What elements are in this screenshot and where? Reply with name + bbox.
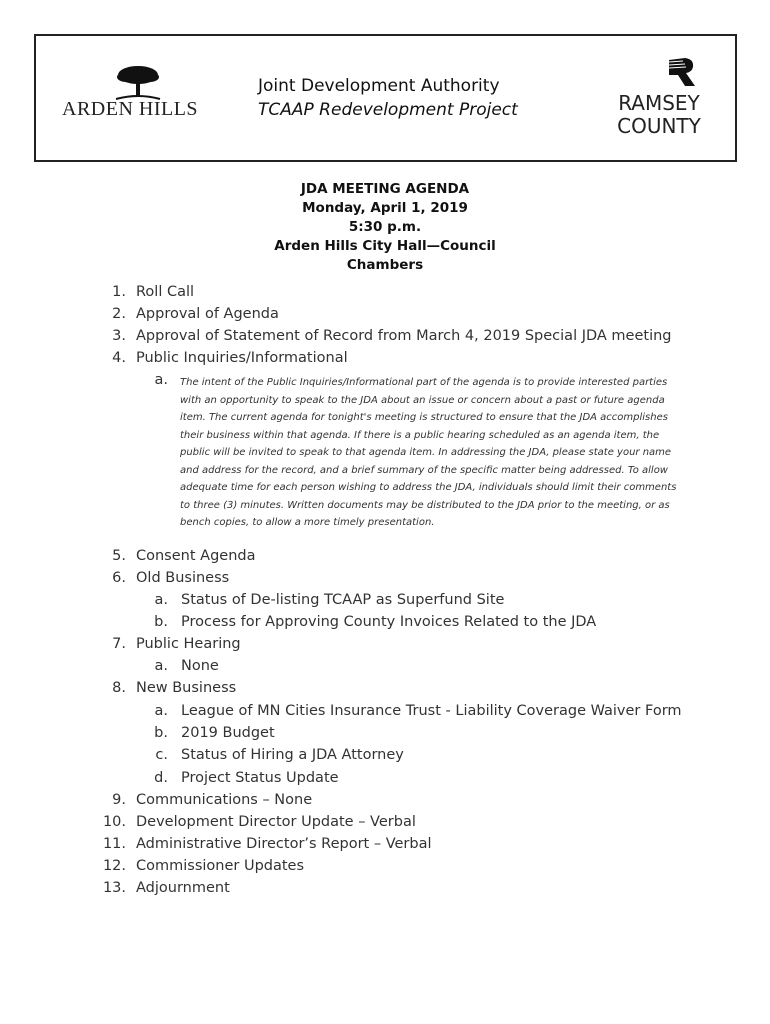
header-box xyxy=(34,34,737,162)
subitem-text: None xyxy=(181,658,219,674)
subitem-letter: b. xyxy=(154,614,168,630)
agenda-location: Arden Hills City Hall—Council Chambers xyxy=(274,238,496,273)
subitem-text: Status of Hiring a JDA Attorney xyxy=(181,747,404,763)
ramsey-logo-line2: COUNTY xyxy=(617,114,701,138)
item-text: Public Hearing xyxy=(136,636,241,652)
item-text: Consent Agenda xyxy=(136,548,256,564)
subitem-text: League of MN Cities Insurance Trust - Liability Coverage Waiver Form xyxy=(181,703,682,719)
item-number: 1. xyxy=(112,284,126,300)
tree-icon xyxy=(112,62,164,102)
item-number: 3. xyxy=(112,328,126,344)
subitem-text: Status of De-listing TCAAP as Superfund Site xyxy=(181,592,505,608)
item-number: 6. xyxy=(112,570,126,586)
item-number: 12. xyxy=(102,858,126,874)
item-text: Communications – None xyxy=(136,792,313,808)
subitem-letter: c. xyxy=(155,747,168,763)
item-text: Adjournment xyxy=(136,880,230,896)
item-text: Administrative Director’s Report – Verbal xyxy=(136,836,432,852)
item-text: Approval of Statement of Record from March 4, 2019 Special JDA meeting xyxy=(136,328,672,344)
header-titles xyxy=(258,76,518,120)
arden-hills-logo xyxy=(58,62,218,132)
item-text: Commissioner Updates xyxy=(136,858,305,874)
item-number: 11. xyxy=(102,836,126,852)
item-number: 9. xyxy=(112,792,126,808)
item-text: Old Business xyxy=(136,570,230,586)
item-text: Approval of Agenda xyxy=(136,306,279,322)
item-number: 8. xyxy=(112,680,126,696)
subitem-letter: a. xyxy=(154,703,168,719)
subitem-text: 2019 Budget xyxy=(181,725,275,741)
item-number: 2. xyxy=(112,306,126,322)
item-number: 10. xyxy=(102,814,126,830)
subitem-letter: d. xyxy=(154,770,168,786)
subitem-text: Process for Approving County Invoices Related to the JDA xyxy=(181,614,597,630)
header-subtitle: TCAAP Redevelopment Project xyxy=(258,100,518,120)
agenda-date: Monday, April 1, 2019 xyxy=(302,200,468,216)
ramsey-logo-line1: RAMSEY xyxy=(618,91,700,115)
agenda-heading xyxy=(0,180,770,275)
item-number: 13. xyxy=(102,880,126,896)
arden-hills-logo-text: ARDEN HILLS xyxy=(62,98,199,120)
header-title: Joint Development Authority xyxy=(258,76,500,96)
ramsey-county-logo xyxy=(603,56,713,146)
item-text: Development Director Update – Verbal xyxy=(136,814,416,830)
subitem-letter: b. xyxy=(154,725,168,741)
item-number: 5. xyxy=(112,548,126,564)
ramsey-county-logo-text xyxy=(609,92,709,138)
public-inquiries-note: The intent of the Public Inquiries/Informational part of the agenda is to provide interested parties with an opportunity to speak to the JDA about an issue or concern about a past or future agenda item. The current agenda for tonight's meeting is structured to ensure that the JDA accomplishes their business within that agenda. If there is a public hearing scheduled as an agenda item, the public will be invited to speak to that agenda item. In addressing the JDA, please state your name and address for the record, and a brief summary of the specific matter being addressed. To allow adequate time for each person wishing to address the JDA, individuals should limit their comments to three (3) minutes. Written documents may be distributed to the JDA prior to the meeting, or as bench copies, to allow a more timely presentation. xyxy=(180,377,677,528)
agenda-title: JDA MEETING AGENDA xyxy=(300,181,470,197)
item-text: Public Inquiries/Informational xyxy=(136,350,348,366)
item-number: 7. xyxy=(112,636,126,652)
subitem-letter: a. xyxy=(154,592,168,608)
subitem-text: Project Status Update xyxy=(181,770,339,786)
item-text: Roll Call xyxy=(136,284,195,300)
subitem-letter: a. xyxy=(154,658,168,674)
item-text: New Business xyxy=(136,680,237,696)
ramsey-r-icon xyxy=(667,56,697,88)
subitem-letter: a. xyxy=(154,372,168,388)
agenda-time: 5:30 p.m. xyxy=(348,219,422,235)
item-number: 4. xyxy=(112,350,126,366)
